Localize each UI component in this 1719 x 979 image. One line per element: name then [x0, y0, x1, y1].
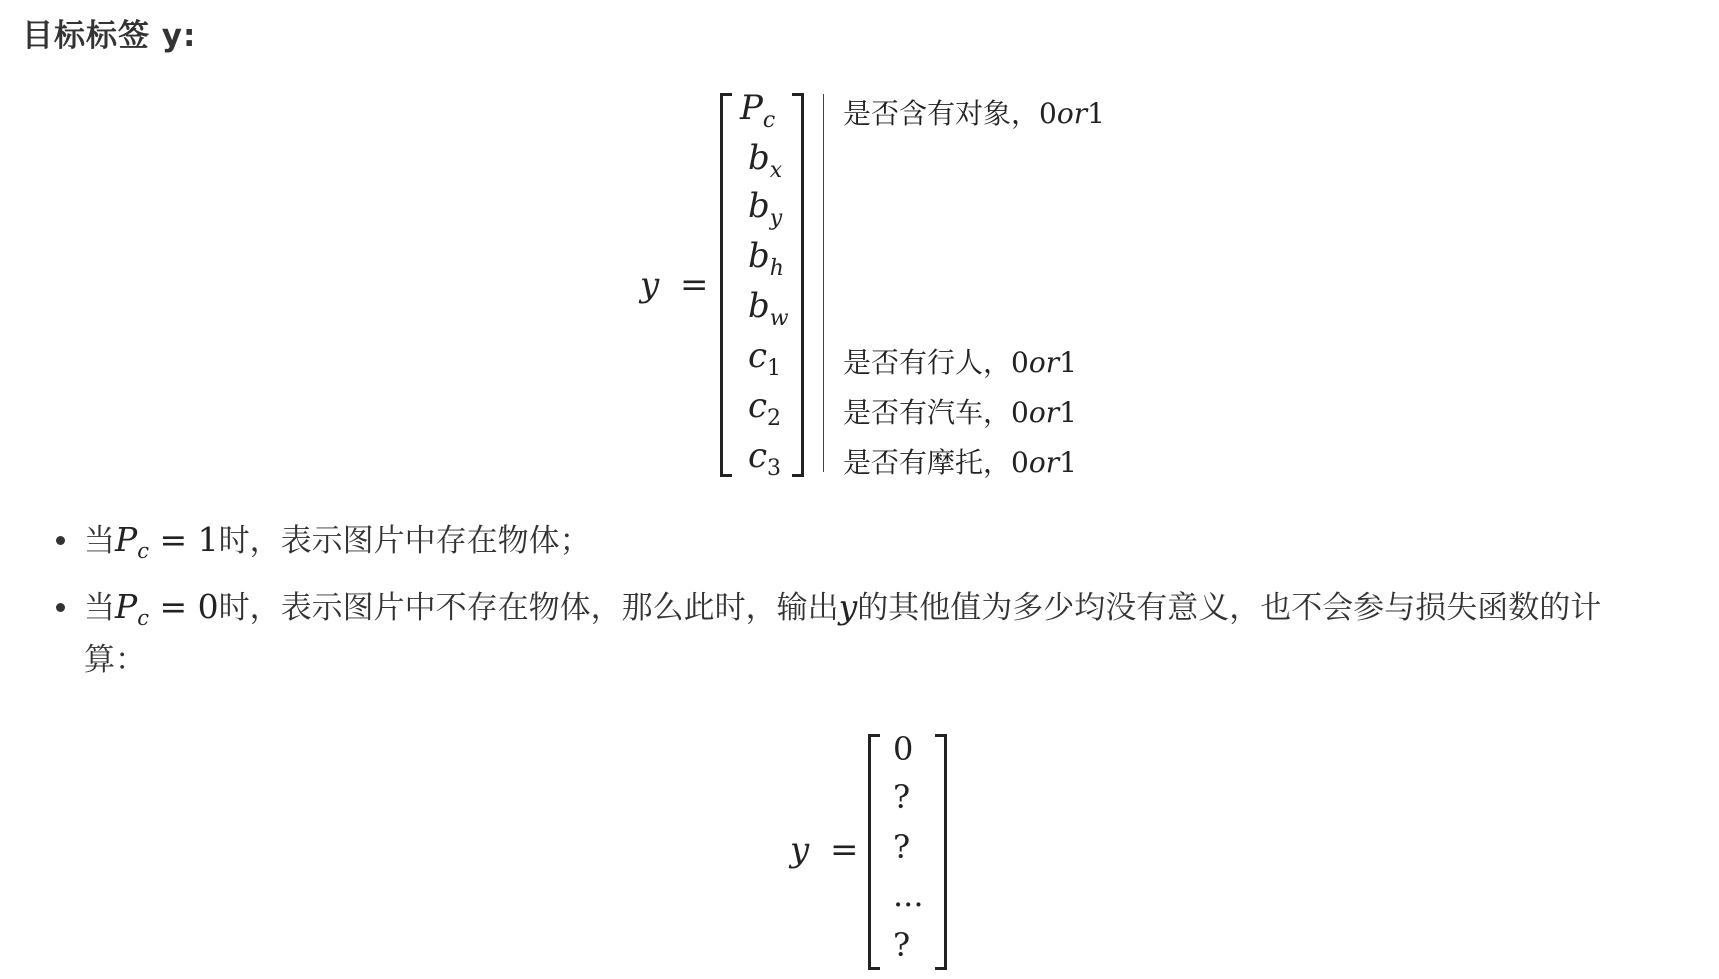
eq2-lhs: y = [790, 830, 859, 870]
bullet-dot-1 [56, 536, 65, 545]
eq1-entry-c1: $c_1$ [748, 336, 782, 381]
eq1-divider [823, 94, 824, 472]
eq1-entry-bw: $b_w$ [748, 286, 789, 331]
eq2-value-3: ? [893, 828, 911, 866]
bullet-dot-2 [56, 603, 65, 612]
eq2-right-bracket [935, 734, 947, 970]
eq1-entry-bx: $b_x$ [748, 138, 783, 183]
eq2-value-2: ? [893, 778, 911, 816]
eq2-value-1: 0 [893, 730, 914, 768]
eq1-entry-bh: $b_h$ [748, 236, 784, 281]
eq1-annotation-2: 是否有行人，0or1 [843, 346, 1077, 379]
eq2-left-bracket [868, 734, 880, 970]
eq1-entry-Pc: $P_c$ [740, 88, 776, 133]
eq1-right-bracket [792, 93, 804, 477]
eq1-entry-c2: $c_2$ [748, 386, 782, 431]
eq2-value-5: ? [893, 926, 911, 964]
eq1-annotation-1: 是否含有对象，0or1 [843, 97, 1105, 130]
bullet-object-absent: 当$P_c = 0$时，表示图片中不存在物体，那么此时，输出y的其他值为多少均没有意义，也不会参与损失函数的计 [84, 587, 1602, 630]
eq1-entry-by: $b_y$ [748, 186, 783, 231]
eq1-entry-c3: $c_3$ [748, 436, 782, 481]
eq1-annotation-3: 是否有汽车，0or1 [843, 396, 1077, 429]
section-heading: 目标标签 y: [22, 18, 197, 54]
eq1-left-bracket [720, 93, 732, 477]
eq1-annotation-4: 是否有摩托，0or1 [843, 446, 1077, 479]
bullet-object-present: 当$P_c = 1$时，表示图片中存在物体； [84, 520, 591, 563]
eq1-lhs: y = [640, 265, 709, 305]
eq2-value-4: ... [893, 876, 924, 914]
bullet-object-absent-continued: 算： [84, 642, 146, 678]
